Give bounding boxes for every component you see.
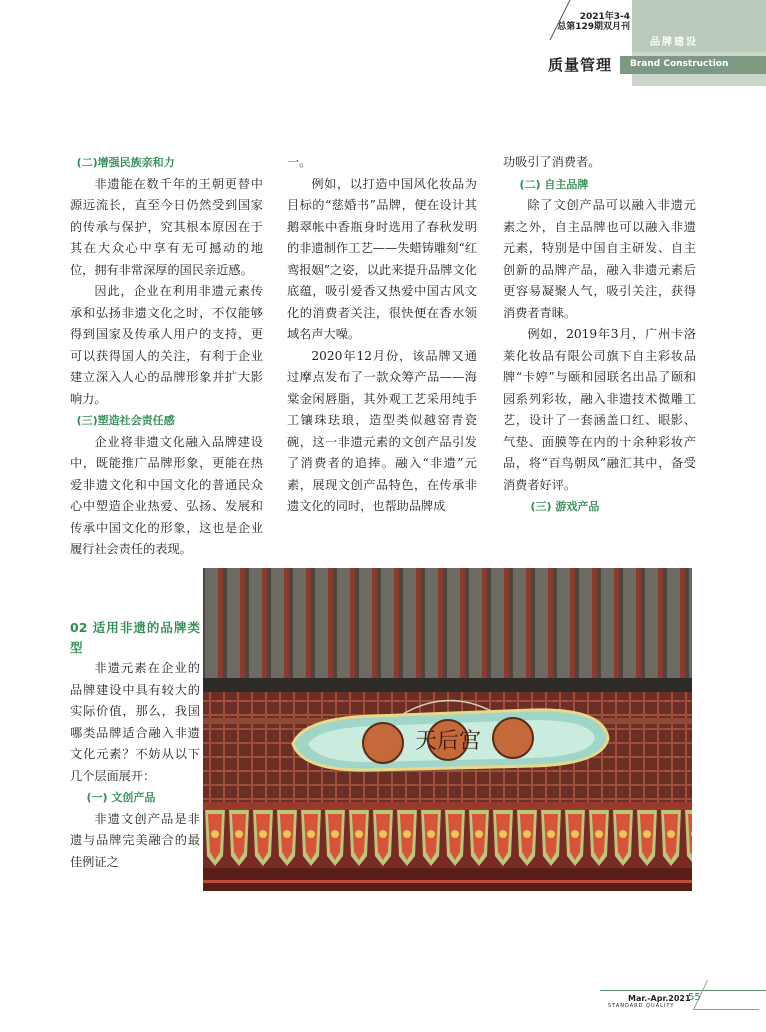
subheading: (一) 文创产品 [86,791,156,804]
paragraph: 例如，2019年3月，广州卡洛莱化妆品有限公司旗下自主彩妆品牌“卡婷”与颐和园联名出品了颐和园系列彩妆，融入非遗技术微雕工艺，设计了一套涵盖口红、眼影、气垫、面膜等在内的十余种彩妆产品，将“百鸟朝凤”融汇其中，备受消费者好评。 [503,327,696,492]
paragraph: 一。 [287,155,312,169]
paragraph: 非遗文创产品是非遗与品牌完美融合的最佳例证之 [70,811,200,869]
magazine-name: 质量管理 [548,56,613,74]
subheading: (三)塑造社会责任感 [76,414,175,427]
page-number: 55 [688,992,701,1003]
paragraph: 因此，企业在利用非遗元素传承和弘扬非遗文化之时，不仅能够得到国家及传承人用户的支持，更可以获得国人的关注，有利于企业建立深入人心的品牌形象并扩大影响力。 [70,284,263,406]
column-2 [287,152,477,518]
subheading: (三) 游戏产品 [530,500,600,513]
paragraph: 除了文创产品可以融入非遗元素之外，自主品牌也可以融入非遗元素，特别是中国自主研发、自主创新的品牌产品，融入非遗元素后更容易凝聚人气，吸引关注，获得消费者青睐。 [503,198,696,320]
paragraph: 非遗能在数千年的王朝更替中源远流长，直至今日仍然受到国家的传承与保护，究其根本原因在于其在大众心中享有无可撼动的地位，拥有非常深厚的国民亲近感。 [70,176,263,277]
paragraph: 2020年12月份，该品牌又通过摩点发布了一款众筹产品——海棠金闲唇脂，其外观工艺采用纯手工镶珠珐琅，造型类似越窑青瓷碗，这一非遗元素的文创产品引发了消费者的追捧。融入“非遗”元素，展现文创产品特色，在传承非遗文化的同时，也帮助品牌成 [287,348,477,513]
temple-eaves-photo [203,568,692,891]
paragraph: 例如，以打造中国风化妆品为目标的“慈婚书”品牌，便在设计其鹅翠帐中香瓶身时选用了春秋发明的非遗制作工艺——失蜡铸雕刻“红鸾报姻”之姿，以此来提升品牌文化底蕴，吸引爱香又热爱中国古风文化的消费者关注，很快便在香水领域名声大噪。 [287,176,477,341]
footer-subtitle: STANDARD QUALITY [608,1003,675,1009]
paragraph: 功吸引了消费者。 [503,155,601,169]
column-1-lower [70,618,200,873]
subheading: (二) 自主品牌 [519,177,589,191]
issue-info [540,12,630,32]
subheading: (二)增强民族亲和力 [76,156,175,169]
issue-total: 总第129期双月刊 [557,22,630,32]
plaque-text: 天后宫 [414,729,482,754]
section-title-en: Brand Construction [630,59,729,69]
paragraph: 非遗元素在企业的品牌建设中具有较大的实际价值，那么，我国哪类品牌适合融入非遗文化元素？不妨从以下几个层面展开： [70,661,200,783]
page-header [0,0,766,110]
section-heading: 02 适用非遗的品牌类型 [70,620,200,655]
footer-date: Mar.-Apr.2021 [628,994,691,1003]
issue-date: 2021年3-4 [579,12,630,22]
photo-illustration [203,568,692,891]
column-1 [70,152,263,561]
footer-mark [693,980,766,1010]
paragraph: 企业将非遗文化融入品牌建设中，既能推广品牌形象，更能在热爱非遗文化和中国文化的普通民众心中塑造企业热爱、弘扬、发展和传承中国文化的形象，这也是企业履行社会责任的表现。 [70,434,263,556]
section-title-cn: 品牌建设 [650,37,698,48]
column-3 [503,152,696,518]
